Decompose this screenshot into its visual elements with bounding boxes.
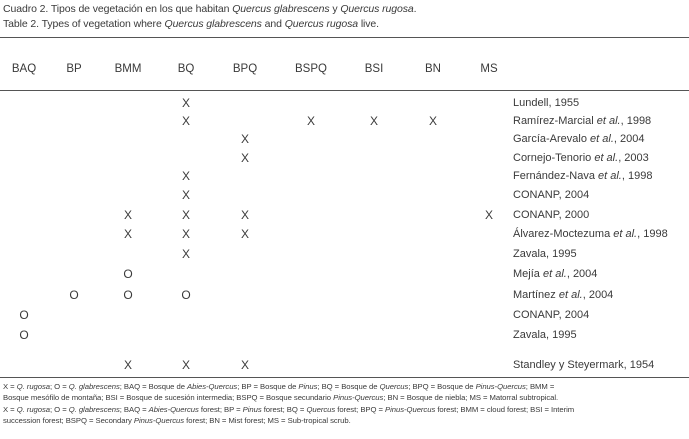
footnote-segment: Q. glabrescens [68,405,120,414]
table-cell-source [513,227,668,241]
table-cell-source [513,151,649,165]
footnote-segment: Bosque mesófilo de montaña; BSI = Bosque de sucesión intermedia; BSPQ = Bosque secundario [3,393,334,402]
footnote-segment: X = [3,382,17,391]
table-cell-mark: X [123,358,133,372]
source-pre: Standley y Steyermark, 1954 [513,359,655,371]
caption-spanish [3,3,416,15]
table-cell-source [513,288,613,302]
table-row [0,306,689,326]
caption-spanish-species-2: Quercus rugosa [340,3,414,15]
source-post: , 2004 [613,133,645,145]
source-pre: CONANP, 2004 [513,309,590,321]
table-cell-mark: O [123,267,133,281]
source-pre: García-Arevalo [513,133,591,145]
table-cell-mark: X [240,132,250,146]
table-cell-mark: X [240,208,250,222]
table-cell-mark: X [123,227,133,241]
footnote-segment: Abies-Quercus [187,382,238,391]
table-cell-mark: X [428,114,438,128]
footnote-segment: Pinus-Quercus [133,416,185,425]
footnote-segment: Abies-Quercus [148,405,199,414]
table-cell-source [513,247,577,261]
table-row [0,149,689,169]
footnote-segment: Q. rugosa [16,382,51,391]
bottom-rule [0,377,689,378]
table-cell-mark: X [240,151,250,165]
col-header-ms: MS [480,63,498,75]
footnote-en-line-2 [3,416,351,426]
footnote-segment: ; BPQ = Bosque de [408,382,476,391]
table-row [0,356,689,376]
footnote-segment: forest; BPQ = [335,405,386,414]
source-em: et al. [594,152,619,164]
table-cell-mark: O [19,328,29,342]
footnote-es-line-1 [3,382,554,392]
table-cell-mark: X [181,208,191,222]
table-row [0,225,689,245]
footnote-segment: forest; BQ = [261,405,307,414]
caption-spanish-species-1: Quercus glabrescens [232,3,330,15]
footnote-segment: Q. rugosa [16,405,51,414]
source-em: et al. [596,115,621,127]
table-cell-source [513,328,577,342]
caption-english [3,18,379,30]
source-post: , 2004 [582,289,614,301]
source-pre: CONANP, 2004 [513,189,590,201]
table-row [0,94,689,114]
table-cell-mark: X [181,96,191,110]
source-pre: Cornejo-Tenorio [513,152,595,164]
source-pre: Álvarez-Moctezuma [513,228,614,240]
table-cell-source [513,132,644,146]
footnote-segment: ; BN = Bosque de niebla; MS = Matorral subtropical. [383,393,559,402]
footnote-segment: ; BQ = Bosque de [317,382,380,391]
table-row [0,112,689,132]
caption-english-species-1: Quercus glabrescens [164,18,262,30]
table-row [0,186,689,206]
col-header-baq: BAQ [11,63,37,75]
table-cell-source [513,96,579,110]
footnote-en-line-1 [3,405,574,415]
table-cell-mark: X [181,188,191,202]
col-header-bn: BN [425,63,441,75]
table-cell-mark: O [123,288,133,302]
footnote-segment: X = [3,405,17,414]
source-em: et al. [558,289,583,301]
caption-english-prefix: Table 2. Types of vegetation where [3,18,165,30]
source-pre: Zavala, 1995 [513,248,577,260]
table-row [0,286,689,306]
footnote-segment: Pinus [298,382,318,391]
col-header-bmm: BMM [114,63,142,75]
source-em: et al. [542,268,567,280]
source-post: , 1998 [637,228,668,240]
col-header-bspq: BSPQ [295,63,327,75]
source-pre: Lundell, 1955 [513,97,580,109]
caption-english-species-2: Quercus rugosa [284,18,358,30]
table-cell-mark: X [181,358,191,372]
footnote-segment: succession forest; BSPQ = Secondary [3,416,134,425]
source-pre: Zavala, 1995 [513,329,577,341]
header-rule [0,90,689,91]
footnote-segment: forest; BN = Mist forest; MS = Sub-tropical scrub. [184,416,351,425]
footnote-segment: forest; BP = [198,405,243,414]
table-row [0,130,689,150]
caption-english-conjunction: and [261,18,285,30]
source-post: , 1998 [620,115,652,127]
footnote-segment: Pinus-Quercus [385,405,436,414]
source-em: et al. [598,170,622,182]
table-row [0,245,689,265]
footnote-segment: Q. glabrescens [68,382,120,391]
source-em: et al. [590,133,614,145]
source-pre: Mejía [513,268,543,280]
footnote-segment: ; BMM = [525,382,555,391]
table-cell-source [513,188,589,202]
source-pre: CONANP, 2000 [513,209,590,221]
footnote-segment: ; O = [50,405,69,414]
col-header-bpq: BPQ [232,63,258,75]
top-rule [0,37,689,38]
table-row [0,206,689,226]
caption-spanish-suffix: . [413,3,417,15]
caption-spanish-conjunction: y [329,3,341,15]
source-pre: Ramírez-Marcial [513,115,597,127]
table-cell-source [513,267,597,281]
table-row [0,167,689,187]
caption-spanish-prefix: Cuadro 2. Tipos de vegetación en los que habitan [3,3,233,15]
col-header-bp: BP [66,63,82,75]
table-cell-mark: X [123,208,133,222]
footnote-segment: ; O = [50,382,69,391]
table-cell-mark: X [369,114,379,128]
table-row [0,265,689,285]
footnote-segment: ; BAQ = Bosque de [119,382,188,391]
source-pre: Martínez [513,289,559,301]
caption-english-suffix: live. [358,18,379,30]
source-pre: Fernández-Nava [513,170,598,182]
source-post: , 2003 [618,152,649,164]
table-cell-mark: X [306,114,316,128]
footnote-segment: Pinus-Quercus [475,382,526,391]
table-cell-source [513,169,652,183]
source-post: , 2004 [566,268,598,280]
footnote-segment: ; BAQ = [119,405,149,414]
footnote-segment: Quercus [306,405,336,414]
source-post: , 1998 [621,170,653,182]
table-cell-source [513,308,589,322]
col-header-bq: BQ [177,63,195,75]
table-cell-mark: X [181,247,191,261]
footnote-segment: ; BP = Bosque de [237,382,299,391]
footnote-es-line-2 [3,393,558,403]
col-header-bsi: BSI [364,63,384,75]
table-row [0,326,689,346]
table-cell-mark: O [181,288,191,302]
footnote-segment: forest; BMM = cloud forest; BSI = Interim [435,405,575,414]
footnote-segment: Pinus-Quercus [333,393,384,402]
table-cell-source [513,114,651,128]
table-cell-mark: X [240,227,250,241]
table-cell-mark: X [181,227,191,241]
footnote-segment: Quercus [379,382,409,391]
table-cell-mark: X [181,169,191,183]
table-cell-source [513,208,589,222]
table-cell-mark: X [240,358,250,372]
table-cell-mark: O [19,308,29,322]
source-em: et al. [613,228,638,240]
table-cell-source [513,358,654,372]
footnote-segment: Pinus [242,405,262,414]
table-cell-mark: X [181,114,191,128]
table-cell-mark: X [484,208,494,222]
table-cell-mark: O [69,288,79,302]
